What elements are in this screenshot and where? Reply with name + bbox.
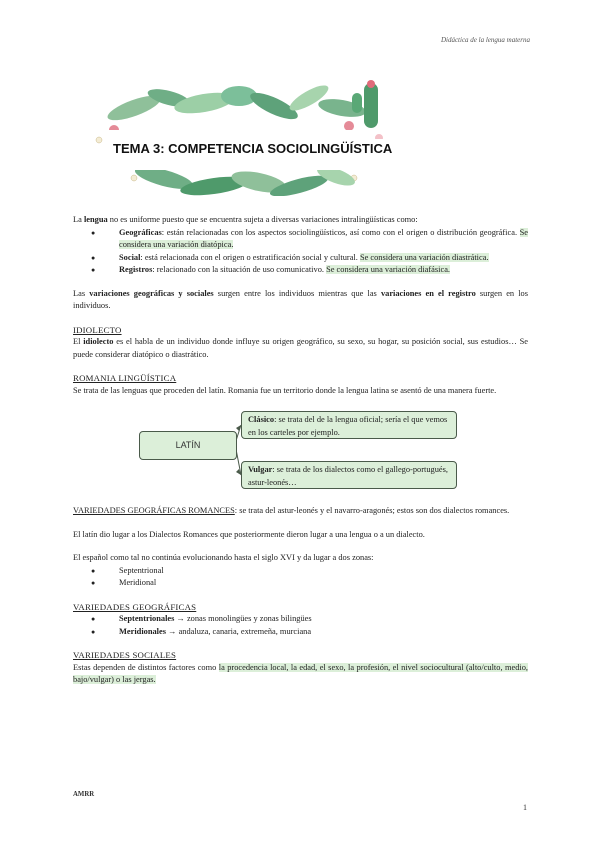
footer-initials: AMRR — [73, 791, 95, 798]
plant-banner-illustration — [74, 78, 404, 196]
latin-box: LATÍN — [139, 431, 237, 460]
variations-list — [73, 227, 528, 277]
page-title: TEMA 3: COMPETENCIA SOCIOLINGÜÍSTICA — [110, 139, 395, 158]
section-heading-geograficas: VARIEDADES GEOGRÁFICAS — [73, 601, 197, 612]
vulgar-box: Vulgar: se trata de los dialectos como el gallego-portugués, astur-leonés… — [241, 461, 457, 489]
section-heading-idiolecto: IDIOLECTO — [73, 324, 122, 335]
paragraph-idiolecto: El idiolecto es el habla de un individuo donde influye su origen geográfico, su sexo, su hogar, su posición social, sus estudios… Se puede considerar diatópico o diastrático. — [73, 337, 528, 359]
paragraph-latin: El latín dio lugar a los Dialectos Romances que posteriormente dieron lugar a una lengua o a un dialecto. — [73, 529, 425, 539]
list-item: ● Registros: relacionado con la situación de uso comunicativo. Se considera una variación diafásica. — [91, 265, 451, 274]
list-item: ● Geográficas: están relacionadas con los aspectos sociolingüísticos, así como con el origen o distribución geográfica. Se considera una variación diatópica. — [91, 227, 528, 249]
list-item: ● Meridional — [91, 578, 157, 587]
list-item: ● Septentrionales → zonas monolingües y zonas bilingües — [91, 614, 312, 623]
paragraph-romania: Se trata de las lenguas que proceden del latín. Romania fue un territorio donde la lengua latina se asentó de una manera fuerte. — [73, 385, 497, 395]
zonas-list — [73, 565, 528, 590]
paragraph-romances: VARIEDADES GEOGRÁFICAS ROMANCES: se trata del astur-leonés y el navarro-aragonés; estos son dos dialectos romances. — [73, 506, 510, 515]
clasico-box: Clásico: se trata del de la lengua oficial; sería el que vemos en los carteles por ejemplo. — [241, 411, 457, 439]
paragraph-sociales: Estas dependen de distintos factores como la procedencia local, la edad, el sexo, la profesión, el nivel sociocultural (alto/culto, medio, bajo/vulgar) o las jergas. — [73, 662, 528, 684]
list-item: ● Septentrional — [91, 565, 164, 575]
page-number: 1 — [523, 803, 527, 812]
paragraph-variations: Las variaciones geográficas y sociales surgen entre los individuos mientras que las variaciones en el registro surgen en los individuos. — [73, 288, 529, 310]
geograficas-list — [73, 613, 528, 638]
section-heading-romania: ROMANIA LINGÜÍSTICA — [73, 373, 177, 383]
intro-paragraph: La lengua no es uniforme puesto que se encuentra sujeta a diversas variaciones intralingüísticas como: — [73, 215, 418, 224]
section-heading-sociales: VARIEDADES SOCIALES — [73, 650, 177, 660]
document-body — [73, 214, 528, 687]
paragraph-espanol: El español como tal no continúa evolucionando hasta el siglo XVI y da lugar a dos zonas: — [73, 553, 374, 562]
running-head: Didáctica de la lengua materna — [440, 36, 530, 44]
latin-diagram — [73, 401, 528, 497]
list-item: ● Meridionales → andaluza, canaria, extremeña, murciana — [91, 626, 312, 636]
list-item: ● Social: está relacionada con el origen o estratificación social y cultural. Se considera una variación diastrática. — [91, 252, 489, 262]
